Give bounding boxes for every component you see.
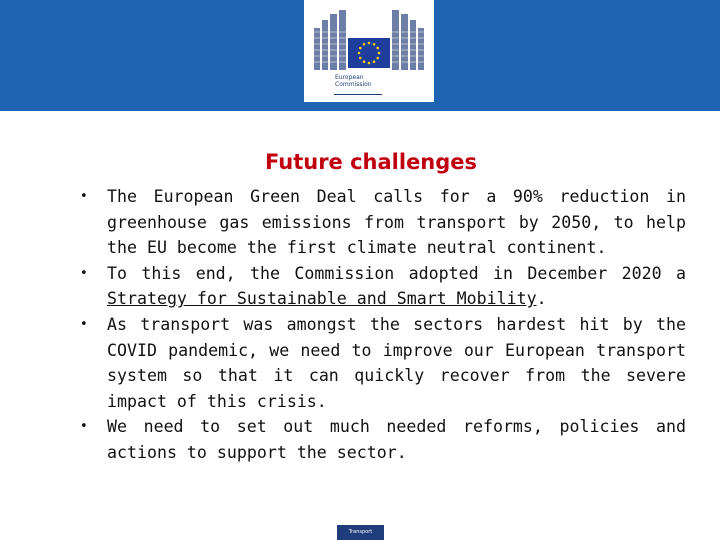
bullet-dot-icon: • <box>80 316 88 332</box>
berlaymont-building-icon <box>312 8 426 76</box>
bullet-dot-icon: • <box>80 189 88 204</box>
logo-line-2: Commission <box>335 81 372 88</box>
bullet-item <box>80 184 686 261</box>
bullet-text: As transport was amongst the sectors hardest hit by the COVID pandemic, we need to improve our European transport system so that it can quickly recover from the severe impact of this crisis. <box>107 314 686 411</box>
bullet-text: We need to set out much needed reforms, policies and actions to support the sector. <box>107 417 686 462</box>
bullet-list <box>80 184 686 466</box>
logo-underline <box>334 94 382 95</box>
logo-line-1: European <box>335 74 364 81</box>
transport-badge: Transport <box>337 525 384 540</box>
bullet-dot-icon: • <box>80 419 88 435</box>
bullet-item <box>80 312 686 414</box>
bullet-text: To this end, the Commission adopted in December 2020 a <box>107 263 686 283</box>
strategy-link[interactable]: Strategy for Sustainable and Smart Mobility <box>107 289 537 309</box>
bullet-dot-icon: • <box>80 265 88 281</box>
bullet-text-end: . <box>536 289 547 309</box>
bullet-item <box>80 261 686 312</box>
logo-wordmark <box>335 74 372 88</box>
bullet-item <box>80 414 686 465</box>
bullet-text: The European Green Deal calls for a 90% reduction in greenhouse gas emissions from transport by 2050, to help the EU become the first climate neutral continent. <box>107 187 686 258</box>
european-commission-logo[interactable] <box>304 0 434 102</box>
slide-title: Future challenges <box>264 150 478 174</box>
